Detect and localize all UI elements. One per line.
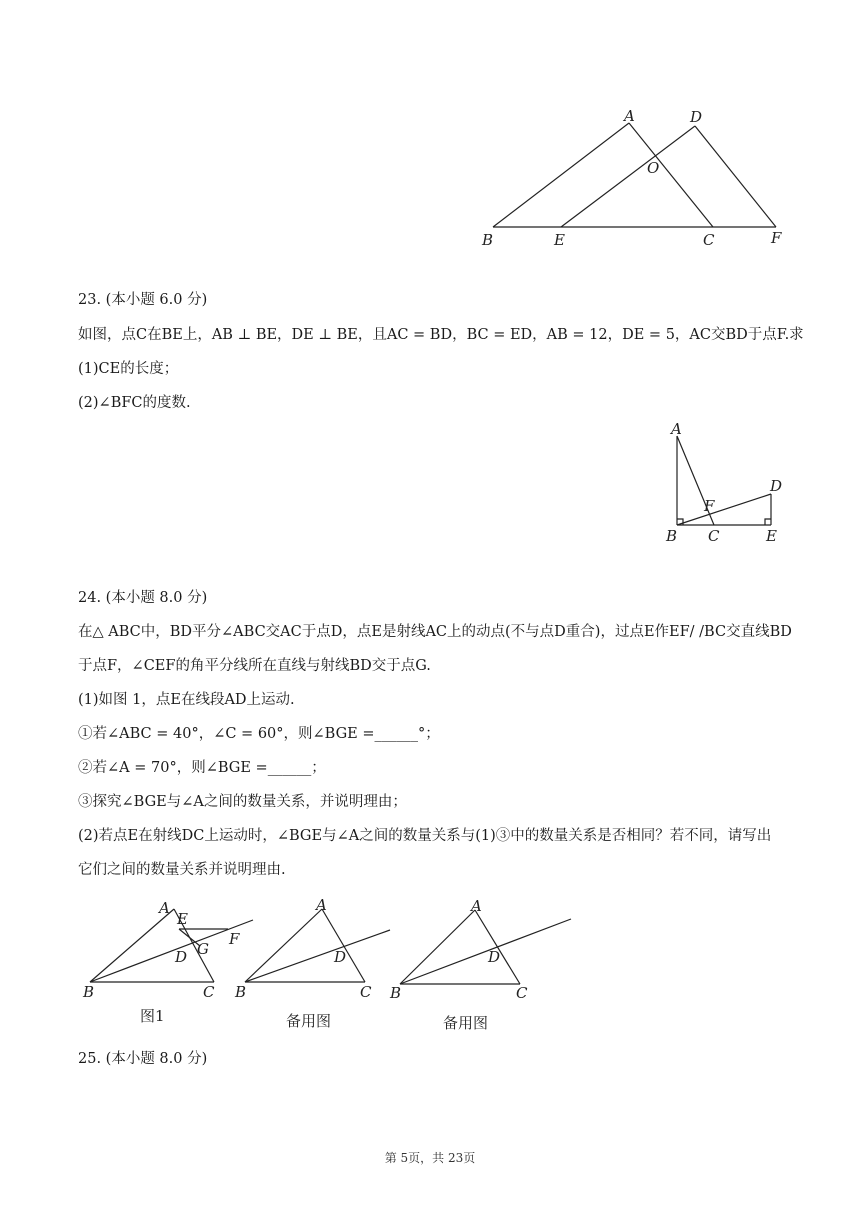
- label-o: O: [647, 159, 660, 177]
- segment-ba: [90, 909, 174, 982]
- label-b: B: [666, 527, 678, 545]
- q24-part1: (1)如图 1，点E在线段AD上运动.: [78, 692, 295, 708]
- figure-top-triangles: [470, 100, 790, 255]
- label-d: D: [488, 948, 501, 966]
- label-e: E: [766, 527, 777, 545]
- segment-ba: [400, 910, 475, 984]
- label-b: B: [390, 984, 402, 1002]
- q23-heading: 23. (本小题 6.0 分): [78, 292, 208, 308]
- label-b: B: [482, 231, 494, 249]
- figure-q24-backup1: [230, 896, 395, 1036]
- label-c: C: [516, 984, 528, 1002]
- q23-stem: 如图，点C在BE上，AB ⊥ BE，DE ⊥ BE，且AC = BD，BC = ED，AB = 12，DE = 5，AC交BD于点F.求: [78, 327, 804, 343]
- ray-bd: [400, 919, 571, 984]
- label-d: D: [334, 948, 347, 966]
- q24-sub1: ①若∠ABC = 40°，∠C = 60°，则∠BGE =______°；: [78, 726, 440, 742]
- q24-part2-line1: (2)若点E在射线DC上运动时，∠BGE与∠A之间的数量关系与(1)③中的数量关系是否相同？若不同，请写出: [78, 828, 772, 844]
- segment-ed: [561, 126, 695, 227]
- segment-ac: [322, 909, 365, 982]
- label-e: E: [177, 910, 188, 928]
- segment-bd: [677, 494, 771, 525]
- segment-ba: [245, 909, 322, 982]
- right-angle-e: [765, 519, 771, 525]
- label-f: F: [704, 497, 715, 515]
- segment-df: [695, 126, 776, 227]
- label-a: A: [159, 899, 170, 917]
- figure-q24-backup2: [385, 896, 580, 1036]
- label-b: B: [83, 983, 95, 1001]
- ray-bd: [245, 930, 390, 982]
- page-footer: 第 5页，共 23页: [384, 1151, 476, 1165]
- q24-sub2: ②若∠A = 70°，则∠BGE =______；: [78, 760, 326, 776]
- q23-part2: (2)∠BFC的度数.: [78, 395, 191, 411]
- label-f: F: [229, 930, 240, 948]
- q24-stem-line1: 在△ ABC中，BD平分∠ABC交AC于点D，点E是射线AC上的动点(不与点D重合)，过点E作EF/ /BC交直线BD: [78, 624, 792, 640]
- q24-part2-line2: 它们之间的数量关系并说明理由.: [78, 862, 286, 878]
- q24-heading: 24. (本小题 8.0 分): [78, 590, 208, 606]
- caption-backup2: 备用图: [443, 1014, 489, 1032]
- label-a: A: [671, 420, 682, 438]
- label-a: A: [316, 896, 327, 914]
- label-c: C: [708, 527, 720, 545]
- figure-q23: [660, 420, 790, 550]
- label-f: F: [771, 229, 782, 247]
- label-d: D: [175, 948, 188, 966]
- label-b: B: [235, 983, 247, 1001]
- caption-backup1: 备用图: [286, 1012, 332, 1030]
- q24-sub3: ③探究∠BGE与∠A之间的数量关系，并说明理由；: [78, 794, 407, 810]
- label-d: D: [690, 108, 703, 126]
- segment-ac: [629, 123, 713, 227]
- label-d: D: [770, 477, 783, 495]
- label-g: G: [197, 940, 209, 958]
- label-e: E: [554, 231, 565, 249]
- caption-fig1: 图1: [140, 1007, 165, 1025]
- label-c: C: [203, 983, 215, 1001]
- segment-ba: [493, 123, 629, 227]
- q23-part1: (1)CE的长度；: [78, 361, 179, 377]
- q24-stem-line2: 于点F，∠CEF的角平分线所在直线与射线BD交于点G.: [78, 658, 431, 674]
- q25-heading: 25. (本小题 8.0 分): [78, 1051, 208, 1067]
- label-c: C: [360, 983, 372, 1001]
- label-c: C: [703, 231, 715, 249]
- label-a: A: [471, 897, 482, 915]
- label-a: A: [624, 107, 635, 125]
